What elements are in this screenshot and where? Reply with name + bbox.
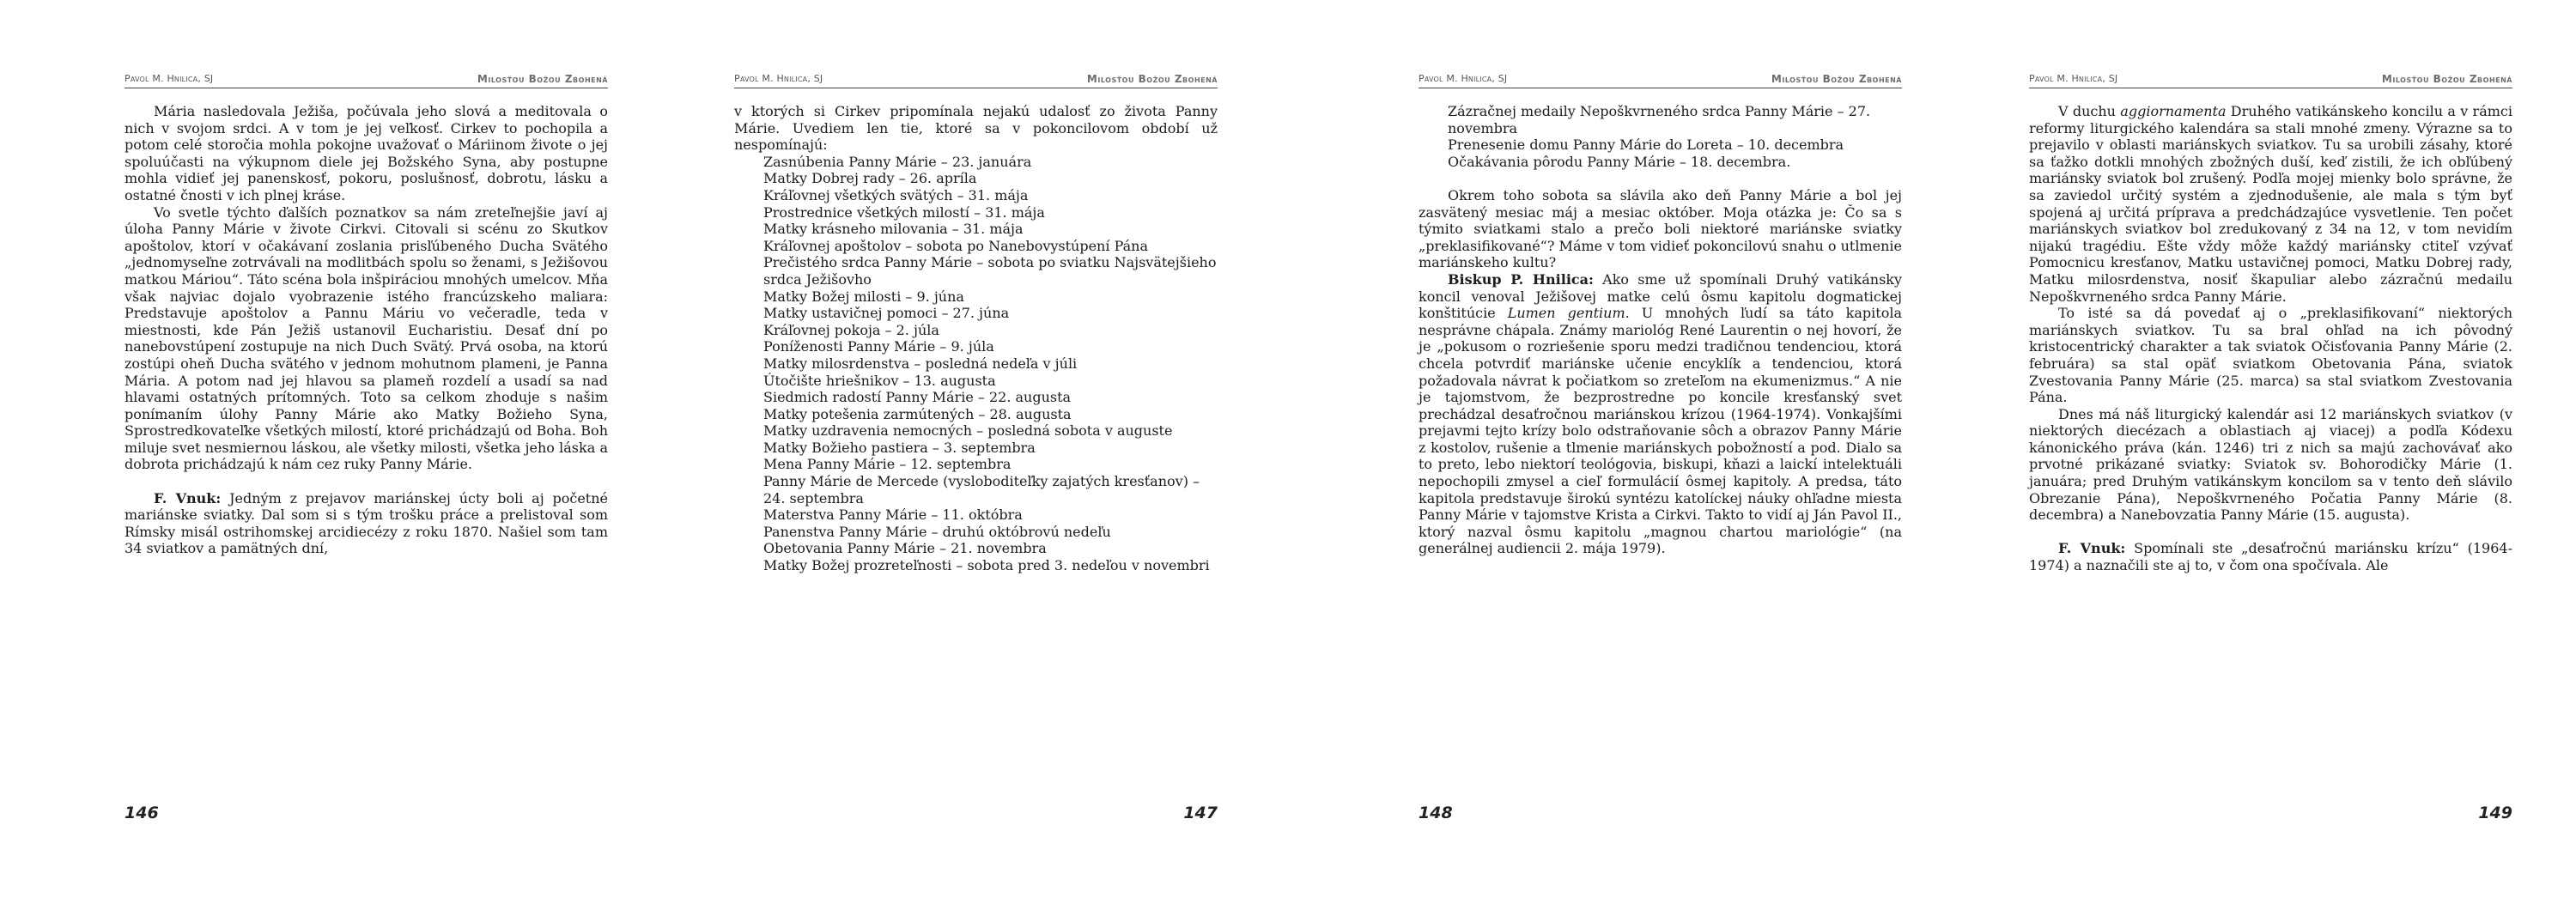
page-number: 146 (125, 804, 159, 822)
page-number: 148 (1419, 804, 1453, 822)
page-body (2029, 103, 2512, 574)
dialogue-paragraph (1419, 271, 1902, 557)
feast-item: Matky Dobrej rady – 26. apríla (763, 170, 977, 187)
document-title-italic: Lumen gentium (1507, 305, 1625, 322)
feast-item: Matky Božej milosti – 9. júna (763, 288, 964, 305)
dialogue-paragraph (2029, 540, 2512, 573)
page-body (1419, 103, 1902, 557)
page-146 (125, 0, 608, 910)
header-author: Pavol M. Hnilica, SJ (734, 73, 823, 84)
speaker-label: F. Vnuk: (154, 489, 222, 507)
feast-item: Matky uzdravenia nemocných – posledná sobota v auguste (763, 422, 1173, 440)
feast-item: Prenesenie domu Panny Márie do Loreta – 10. decembra (1448, 136, 1844, 154)
header-author: Pavol M. Hnilica, SJ (2029, 73, 2118, 84)
running-header (1419, 67, 1902, 88)
paragraph: To isté sa dá povedať aj o „preklasifikovaní“ niektorých mariánskych sviatkov. Tu sa bral ohľad na ich pôvodný kristocentrický charakter a tak sviatok Očisťovania Panny Márie (2. februára) sa stal opäť sviatkom Obetovania Pána, sviatok Zvestovania Panny Márie (25. marca) sa stal sviatkom Zvestovania Pána. (2029, 305, 2512, 406)
paragraph: v ktorých si Cirkev pripomínala nejakú udalosť zo života Panny Márie. Uvediem len tie, ktoré sa v pokoncilovom období už nespomínajú: (734, 103, 1218, 154)
running-header (2029, 67, 2512, 88)
feast-item: Očakávania pôrodu Panny Márie – 18. decembra. (1448, 153, 1791, 170)
paragraph: Mária nasledovala Ježiša, počúvala jeho slová a meditovala o nich v svojom srdci. A v tom je jej veľkosť. Cirkev to pochopila a potom celé storočia mohla pokojne uvažovať o Máriinom živote o jej spoluúčasti na výkupnom diele jej Božského Syna, aby postupne mohla vidieť jej panenskosť, pokoru, poslušnosť, dobrotu, lásku a ostatné čnosti v ich plnej kráse. (125, 103, 608, 203)
feast-item: Siedmich radostí Panny Márie – 22. augusta (763, 389, 1072, 406)
feast-list (1419, 103, 1902, 170)
page-body (734, 103, 1218, 574)
paragraph (2029, 103, 2512, 305)
header-author: Pavol M. Hnilica, SJ (125, 73, 214, 84)
speaker-label: F. Vnuk: (2058, 540, 2126, 557)
page-148 (1419, 0, 1902, 910)
feast-item: Kráľovnej pokoja – 2. júla (763, 321, 939, 338)
header-book-title: Milosťou Božou Zbohená (2381, 73, 2512, 85)
feast-item: Matky milosrdenstva – posledná nedeľa v júli (763, 355, 1078, 372)
paragraph-text: . U mnohých ľudí sa táto kapitola nesprávne chápala. Známy mariológ René Laurentin o nej hovorí, že je „pokusom o rozriešenie sporu medzi tradičnou tendenciou, ktorá chcela potvrdiť mariánske učenie encyklík a tendenciou, ktorá požadovala návrat k počiatkom so zreteľom na ekumenizmus.“ A nie je tajomstvom, že bezprostredne po koncile kresťanský svet prechádzal desaťročnou mariánskou krízou (1964-1974). Vonkajšími prejavmi tejto krízy bolo odstraňovanie sôch a obrazov Panny Márie z kostolov, rušenie a tlmenie mariánskych pobožností a pod. Dialo sa to preto, lebo niektorí teológovia, biskupi, kňazi a laickí intelektuáli nepochopili zmysel a cieľ formulácií ôsmej kapitoly. A predsa, táto kapitola predstavuje širokú syntézu katolíckej náuky ohľadne miesta Panny Márie v tajomstve Krista a Cirkvi. Takto to vidí aj Ján Pavol II., ktorý nazval ôsmu kapitolu „magnou chartou mariológie“ (na generálnej audiencii 2. mája 1979). (1419, 305, 1902, 557)
feast-item: Kráľovnej apoštolov – sobota po Nanebovystúpení Pána (763, 237, 1148, 254)
running-header (125, 67, 608, 88)
page-body (125, 103, 608, 557)
feast-item: Panny Márie de Mercede (vysloboditeľky zajatých kresťanov) – 24. septembra (763, 473, 1200, 507)
feast-item: Matky krásneho milovania – 31. mája (763, 221, 1024, 238)
paragraph-text: Jedným z prejavov mariánskej úcty boli aj početné mariánske sviatky. Dal som si s tým trošku práce a prelistoval som Rímsky misál ostrihomskej arcidiecézy z roku 1870. Našiel som tam 34 sviatkov a pamätných dní, (125, 489, 609, 557)
header-book-title: Milosťou Božou Zbohená (1771, 73, 1902, 85)
dialogue-paragraph (125, 490, 608, 557)
paragraph-text: Spomínali ste „desaťročnú mariánsku krízu“ (1964-1974) a naznačili ste aj to, v čom ona spočívala. Ale (2029, 540, 2513, 574)
header-book-title: Milosťou Božou Zbohená (477, 73, 608, 85)
speaker-label: Biskup P. Hnilica: (1448, 270, 1594, 288)
feast-item: Matky potešenia zarmútených – 28. augusta (763, 405, 1072, 422)
header-book-title: Milosťou Božou Zbohená (1086, 73, 1218, 85)
feast-item: Prečistého srdca Panny Márie – sobota po sviatku Najsvätejšieho srdca Ježišovho (763, 254, 1217, 288)
feast-item: Materstva Panny Márie – 11. októbra (763, 507, 1023, 524)
page-number: 149 (2478, 804, 2512, 822)
feast-item: Matky ustavičnej pomoci – 27. júna (763, 305, 1010, 322)
page-number: 147 (1183, 804, 1218, 822)
paragraph-text: V duchu (2058, 103, 2116, 119)
paragraph-text: Ako sme už spomínali Druhý vatikánsky koncil venoval Ježišovej matke celú ôsmu kapitolu dogmatickej konštitúcie (1419, 270, 1903, 322)
paragraph: Okrem toho sobota sa slávila ako deň Panny Márie a bol jej zasvätený mesiac máj a mesiac október. Moja otázka je: Čo sa s týmito sviatkami stalo a prečo boli niektoré mariánske sviatky „preklasifikované“? Máme v tom vidieť pokoncilovú snahu o utlmenie mariánskeho kultu? (1419, 186, 1902, 271)
paragraph: Dnes má náš liturgický kalendár asi 12 mariánskych sviatkov (v niektorých diecézach a oblastiach aj viacej) a podľa Kódexu kánonického práva (kán. 1246) tri z nich sa majú zachovávať ako prvotné prikázané sviatky: Sviatok sv. Bohorodičky Márie (1. januára; pred Druhým vatikánskym koncilom sa v tento deň slávilo Obrezanie Pána), Nepoškvrneného Počatia Panny Márie (8. decembra) a Nanebovzatia Panny Márie (15. augusta). (2029, 405, 2512, 524)
feast-item: Prostrednice všetkých milostí – 31. mája (763, 203, 1045, 221)
page-147 (734, 0, 1218, 910)
header-author: Pavol M. Hnilica, SJ (1419, 73, 1508, 84)
paragraph: Vo svetle týchto ďalších poznatkov sa nám zreteľnejšie javí aj úloha Panny Márie v živote Cirkvi. Citovali si scénu zo Skutkov apoštolov, ktorí v očakávaní zoslania prisľúbeného Ducha Svätého „jednomyseľne zotrvávali na modlitbách spolu so ženami, s Ježišovou matkou Máriou“. Táto scéna bola inšpiráciou mnohých umelcov. Mňa však najviac dojalo vyobrazenie istého francúzskeho maliara: Predstavuje apoštolov a Pannu Máriu vo večeradle, teda v miestnosti, kde Pán Ježiš ustanovil Eucharistiu. Desať dní po nanebovstúpení zostupuje na nich Duch Svätý. Prvá osoba, na ktorú zostúpi oheň Ducha svätého v jednom mohutnom plameni, je Panna Mária. A potom nad jej hlavou sa plameň rozdelí a usadí sa nad hlavami ostatných prítomných. Toto sa celkom zhoduje s našim ponímaním úlohy Panny Márie ako Matky Božieho Syna, Sprostredkovateľke všetkých milostí, ktoré prichádzajú od Boha. Boh miluje svet nesmiernou láskou, ale všetky milosti, všetka jeho láska a dobrota prichádzajú k nám cez ruky Panny Márie. (125, 203, 608, 473)
page-149 (2029, 0, 2512, 910)
feast-item: Kráľovnej všetkých svätých – 31. mája (763, 186, 1029, 203)
feast-item: Útočište hriešnikov – 13. augusta (763, 372, 996, 389)
feast-item: Matky Božej prozreteľnosti – sobota pred 3. nedeľou v novembri (763, 557, 1210, 574)
feast-item: Mena Panny Márie – 12. septembra (763, 456, 1012, 473)
feast-item: Poníženosti Panny Márie – 9. júla (763, 338, 994, 355)
feast-item: Zázračnej medaily Nepoškvrneného srdca Panny Márie – 27. novembra (1448, 103, 1871, 136)
paragraph-text: Druhého vatikánskeho koncilu a v rámci reformy liturgického kalendára sa stali mnohé zmeny. Výrazne sa to prejavilo v oblasti mariánskych sviatkov. Tu sa urobili zásahy, ktoré sa ťažko dotkli mnohých zbožných duší, keď zistili, že ich obľúbený mariánsky sviatok bol zrušený. Podľa mojej mienky bolo správne, že sa zaviedol určitý systém a zjednodušenie, ale mala s tým byť spojená aj určitá príprava a predchádzajúce vysvetlenie. Ten počet mariánskych sviatkov bol zredukovaný z 34 na 12, v tom nevidím nijakú tragédiu. Ešte vždy môže každý mariánsky ctiteľ vzývať Pomocnicu kresťanov, Matku ustavičnej pomoci, Matku Dobrej rady, Matku milosrdenstva, nosiť škapuliar alebo zázračnú medailu Nepoškvrneného srdca Panny Márie. (2029, 103, 2512, 305)
feast-item: Matky Božieho pastiera – 3. septembra (763, 439, 1036, 456)
italic-term: aggiornamenta (2120, 103, 2227, 119)
feast-item: Panenstva Panny Márie – druhú októbrovú nedeľu (763, 523, 1111, 540)
running-header (734, 67, 1218, 88)
feast-list (734, 154, 1218, 574)
feast-item: Zasnúbenia Panny Márie – 23. januára (763, 153, 1032, 170)
feast-item: Obetovania Panny Márie – 21. novembra (763, 540, 1047, 557)
